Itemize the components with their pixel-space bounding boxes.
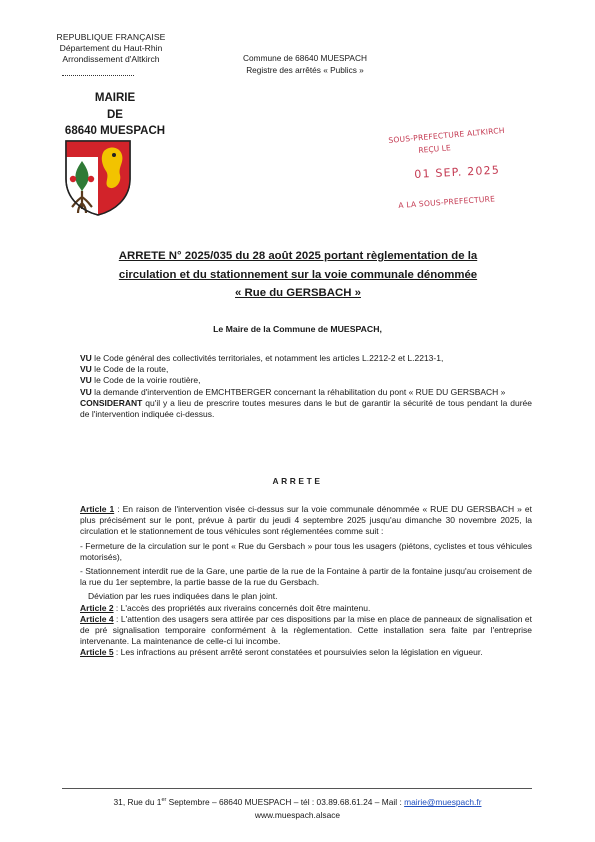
article-4-label: Article 4 — [80, 613, 114, 624]
article-2 — [80, 603, 532, 614]
document-title — [78, 247, 518, 303]
mairie-line-3: 68640 MUESPACH — [64, 125, 166, 137]
considerant-text: qu'il y a lieu de prescrire toutes mesures dans le but de garantir la sécurité de tous pendant la durée de l'intervention indiquée ci-dessus. — [80, 397, 532, 420]
arrondissement-label: Arrondissement d'Altkirch — [62, 54, 160, 65]
title-line-1: ARRETE N° 2025/035 du 28 août 2025 portant règlementation de la — [118, 250, 478, 262]
website-link[interactable]: www.muespach.alsace — [254, 809, 341, 820]
arrete-heading: ARRETE — [272, 476, 323, 486]
maire-line: Le Maire de la Commune de MUESPACH, — [213, 324, 382, 334]
registry-label: Registre des arrêtés « Publics » — [246, 65, 364, 75]
visa-text: le Code de la voirie routière, — [91, 375, 201, 386]
article-5-text: : Les infractions au présent arrêté seront constatées et poursuivies selon la législation en vigueur. — [113, 647, 483, 658]
considerant-lead: CONSIDERANT — [80, 397, 143, 408]
articles-section — [80, 504, 532, 659]
registry-header — [205, 52, 405, 76]
article-1-bullet-2: - Stationnement interdit rue de la Gare, une partie de la rue de la Fontaine à partir de la fontaine jusqu'au croisement de la rue du 1er septembre, la partie basse de la rue du Gersbach. — [80, 566, 532, 588]
administrative-header — [36, 32, 186, 66]
visas-section — [80, 353, 532, 420]
footer — [0, 794, 595, 822]
considerant-item — [80, 398, 532, 420]
visa-text: le Code de la route, — [91, 364, 169, 375]
mairie-line-1: MAIRIE — [94, 92, 136, 104]
article-5-label: Article 5 — [80, 647, 114, 658]
visa-item — [80, 375, 532, 386]
title-line-3: « Rue du GERSBACH » — [235, 287, 361, 299]
visa-item — [80, 387, 532, 398]
republic-label: REPUBLIQUE FRANÇAISE — [56, 32, 166, 42]
department-label: Département du Haut-Rhin — [59, 43, 163, 54]
visa-text: le Code général des collectivités territoriales, et notamment les articles L.2212-2 et L.2213-1, — [91, 353, 444, 363]
address-start: 31, Rue du 1 — [113, 796, 162, 807]
header-divider — [62, 75, 134, 76]
title-line-2: circulation et du stationnement sur la voie communale dénommée — [118, 268, 478, 281]
article-5 — [80, 647, 532, 658]
mairie-block — [40, 90, 190, 140]
address-superscript: er — [161, 797, 167, 803]
stamp-date: 01 SEP. 2025 — [414, 163, 501, 181]
article-1-text: : En raison de l'intervention visée ci-dessus sur la voie communale dénommée « RUE DU GERSBACH » et plus précisément sur le pont, prévue à partir du jeudi 4 septembre 2025 jusqu'au dimanche 30 novembre 2025, la circulation et le stationnement de tous véhicules sont réglementées comme suit : — [80, 504, 532, 537]
commune-label: Commune de 68640 MUESPACH — [243, 53, 367, 63]
article-1-bullet-1: - Fermeture de la circulation sur le pont « Rue du Gersbach » pour tous les usagers (piétons, cyclistes et tous véhicules motorisés), — [80, 540, 532, 562]
coat-of-arms-icon — [64, 137, 132, 217]
visa-item — [80, 353, 532, 364]
article-2-text: : L'accès des propriétés aux riverains concernés doit être maintenu. — [113, 602, 371, 613]
stamp-recu-le: REÇU LE — [418, 143, 452, 155]
address-end: Septembre – 68640 MUESPACH – tél : 03.89.68.61.24 – Mail : — [166, 796, 405, 807]
visa-text: la demande d'intervention de EMCHTBERGER concernant la réhabilitation du pont « RUE DU GERSBACH » — [91, 386, 506, 397]
footer-address — [0, 794, 595, 809]
article-1 — [80, 504, 532, 538]
mairie-line-2: DE — [107, 108, 123, 121]
stamp-a-la-sous-prefecture: A LA SOUS-PREFECTURE — [398, 194, 496, 210]
visa-lead: VU — [80, 353, 92, 363]
email-link[interactable]: mairie@muespach.fr — [404, 796, 482, 807]
article-1-deviation: Déviation par les rues indiquées dans le plan joint. — [88, 591, 278, 602]
visa-lead: VU — [80, 364, 92, 375]
article-2-label: Article 2 — [80, 602, 114, 613]
visa-item — [80, 364, 532, 375]
visa-lead: VU — [80, 386, 92, 397]
footer-divider — [62, 788, 532, 789]
article-1-label: Article 1 — [80, 504, 115, 514]
article-4-text: : L'attention des usagers sera attirée par ces dispositions par la mise en place de panneaux de signalisation et de pré signalisation temporaire conformément à la règlementation. Cette installation sera faite par l'entreprise intervenante. La maintenance de celle-ci lui incombe. — [80, 613, 532, 647]
stamp-sous-prefecture: SOUS-PREFECTURE ALTKIRCH — [388, 125, 506, 145]
article-4 — [80, 614, 532, 648]
visa-lead: VU — [80, 375, 92, 386]
